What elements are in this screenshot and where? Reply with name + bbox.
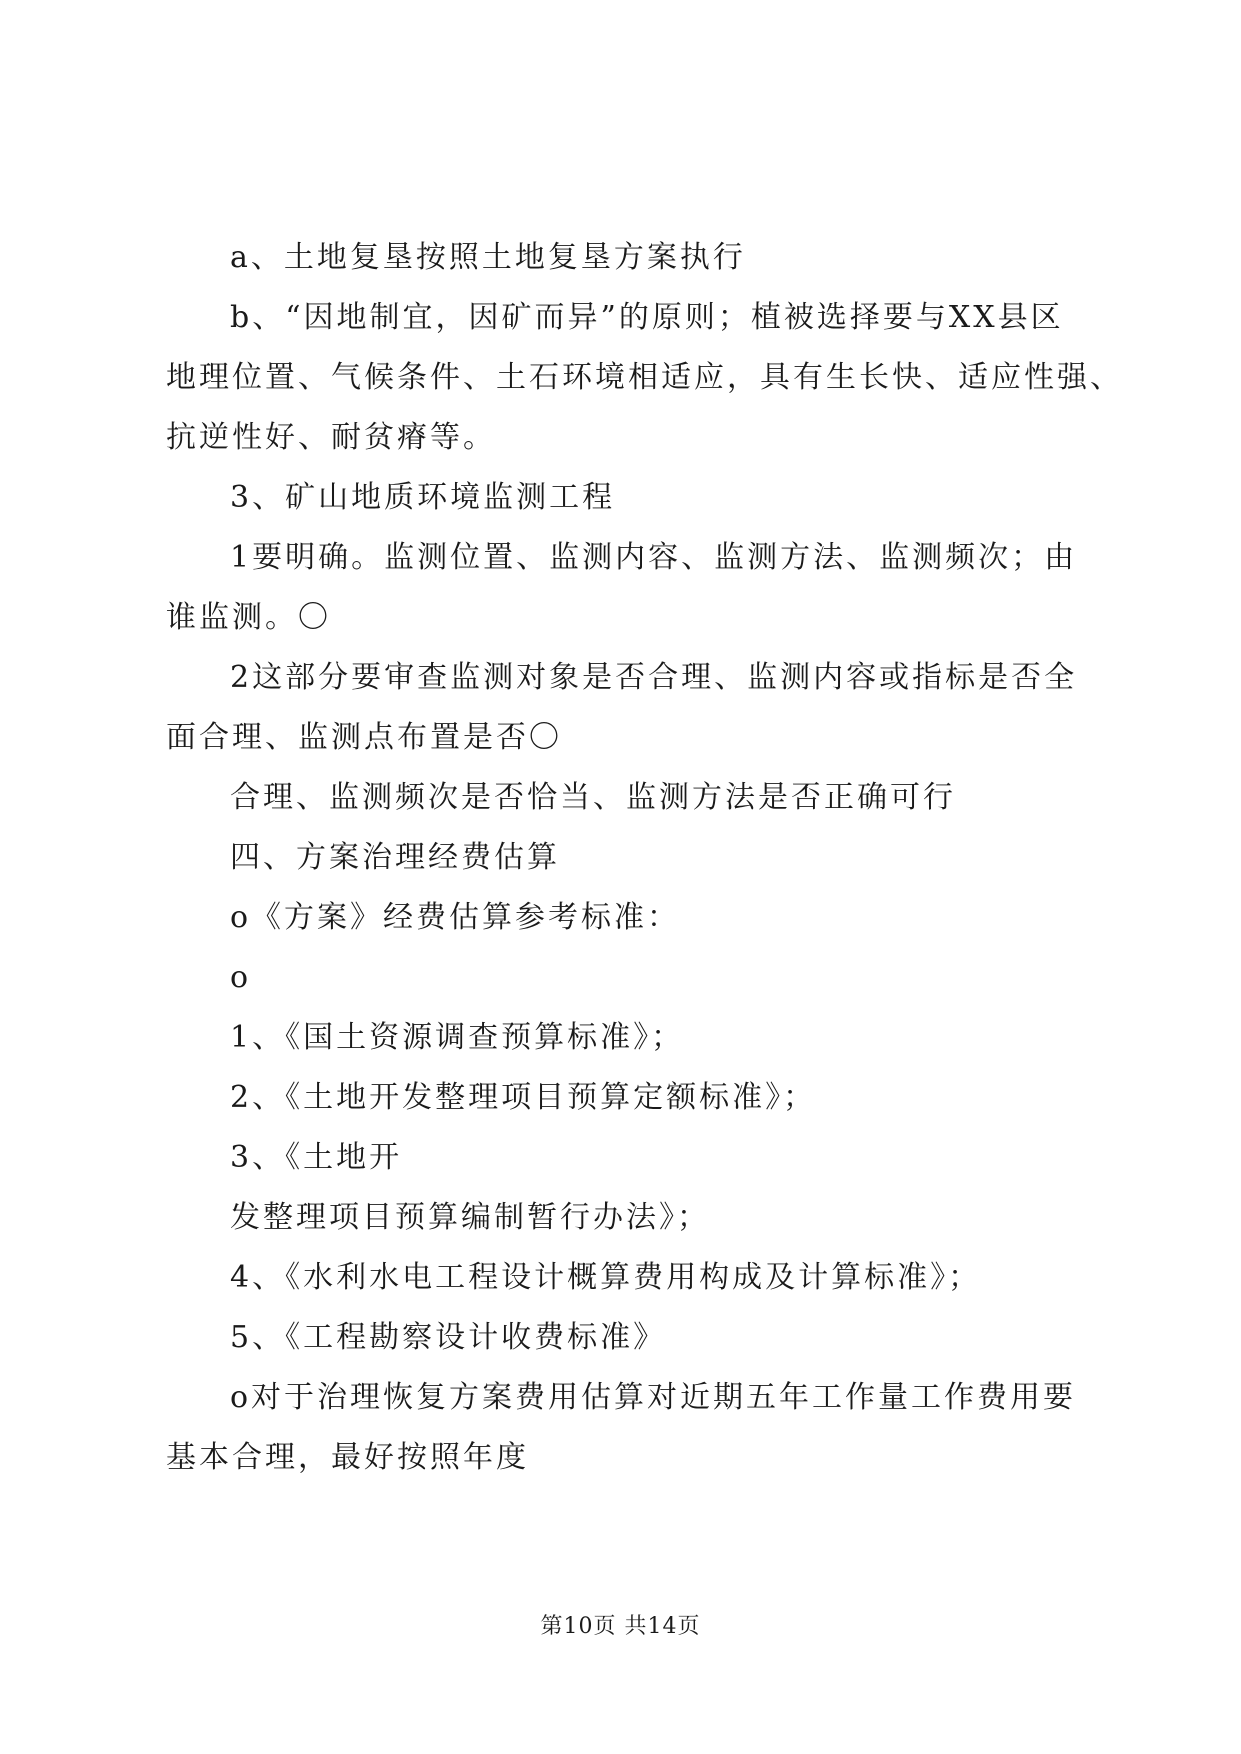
paragraph-line: 面合理、监测点布置是否〇 — [166, 720, 562, 755]
list-item: 发整理项目预算编制暂行办法》； — [230, 1200, 710, 1235]
list-item: 1、《国土资源调查预算标准》； — [230, 1020, 685, 1055]
paragraph-line: a、土地复垦按照土地复垦方案执行 — [230, 240, 746, 275]
list-item: 2、《土地开发整理项目预算定额标准》； — [230, 1080, 817, 1115]
page-footer: 第10页 共14页 — [540, 1614, 701, 1639]
paragraph-line: 合理、监测频次是否恰当、监测方法是否正确可行 — [230, 780, 956, 815]
paragraph-line: b、“因地制宜，因矿而异”的原则；植被选择要与XX县区 — [230, 300, 1064, 335]
paragraph-line: 谁监测。〇 — [166, 600, 331, 635]
list-item: 4、《水利水电工程设计概算费用构成及计算标准》； — [230, 1260, 982, 1295]
list-item: 3、《土地开 — [230, 1140, 403, 1175]
paragraph-line: 地理位置、气候条件、土石环境相适应，具有生长快、适应性强、 — [166, 360, 1123, 395]
section-heading: 四、方案治理经费估算 — [230, 840, 560, 875]
paragraph-line: 1要明确。监测位置、监测内容、监测方法、监测频次；由 — [230, 540, 1078, 575]
paragraph-line: 抗逆性好、耐贫瘠等。 — [166, 420, 496, 455]
paragraph-line: 2这部分要审查监测对象是否合理、监测内容或指标是否全 — [230, 660, 1078, 695]
paragraph-line: 基本合理，最好按照年度 — [166, 1440, 529, 1475]
paragraph-line: o — [230, 960, 252, 995]
list-item: 5、《工程勘察设计收费标准》 — [230, 1320, 667, 1355]
paragraph-line: o对于治理恢复方案费用估算对近期五年工作量工作费用要 — [230, 1380, 1077, 1415]
paragraph-line: o《方案》经费估算参考标准： — [230, 900, 681, 935]
section-heading: 3、矿山地质环境监测工程 — [230, 480, 616, 515]
